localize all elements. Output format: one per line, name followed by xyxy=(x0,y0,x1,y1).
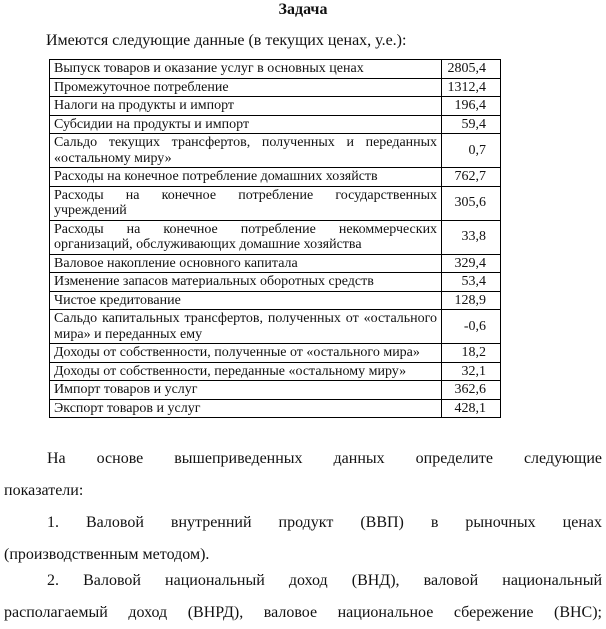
row-value: 1312,4 xyxy=(442,78,501,97)
table-row xyxy=(50,220,501,254)
row-label: Налоги на продукты и импорт xyxy=(50,97,442,116)
table-row xyxy=(50,310,501,344)
row-label: Изменение запасов материальных оборотных средств xyxy=(50,273,442,292)
table-row xyxy=(50,78,501,97)
task-title: Задача xyxy=(278,1,328,18)
intro-text: Имеются следующие данные (в текущих ценах, у.е.): xyxy=(46,32,407,49)
paragraph-line: (производственным методом). xyxy=(4,546,210,563)
table-row xyxy=(50,186,501,220)
paragraph-line: располагаемый доход (ВНРД), валовое национальное сбережение (ВНС); xyxy=(4,604,602,621)
row-value: 53,4 xyxy=(442,273,501,292)
table-row xyxy=(50,291,501,310)
row-value: 762,7 xyxy=(442,168,501,187)
paragraph-line: 2. Валовой национальный доход (ВНД), валовой национальный xyxy=(47,572,602,589)
table-row xyxy=(50,362,501,381)
row-label: Чистое кредитование xyxy=(50,291,442,310)
table-row xyxy=(50,115,501,134)
task-item-2 xyxy=(4,565,602,629)
table-row xyxy=(50,399,501,418)
task-item-1 xyxy=(4,507,602,571)
instructions-paragraph xyxy=(4,443,602,507)
table-row xyxy=(50,97,501,116)
paragraph-line: На основе вышеприведенных данных определите следующие xyxy=(47,450,602,467)
table-row xyxy=(50,134,501,168)
table-row xyxy=(50,254,501,273)
row-label: Доходы от собственности, переданные «остальному миру» xyxy=(50,362,442,381)
row-label: Выпуск товаров и оказание услуг в основных ценах xyxy=(50,60,442,79)
row-value: 32,1 xyxy=(442,362,501,381)
table-row xyxy=(50,273,501,292)
row-label: Расходы на конечное потребление некоммерческих организаций, обслуживающих домашние хозяйства xyxy=(50,220,442,254)
row-value: 0,7 xyxy=(442,134,501,168)
row-value: 196,4 xyxy=(442,97,501,116)
row-label: Расходы на конечное потребление государственных учреждений xyxy=(50,186,442,220)
row-value: 329,4 xyxy=(442,254,501,273)
row-label: Расходы на конечное потребление домашних хозяйств xyxy=(50,168,442,187)
table-row xyxy=(50,60,501,79)
row-label: Экспорт товаров и услуг xyxy=(50,399,442,418)
row-label: Валовое накопление основного капитала xyxy=(50,254,442,273)
data-table xyxy=(49,59,501,418)
row-value: 59,4 xyxy=(442,115,501,134)
table-row xyxy=(50,381,501,400)
row-value: 305,6 xyxy=(442,186,501,220)
row-value: 2805,4 xyxy=(442,60,501,79)
row-label: Сальдо капитальных трансфертов, полученных от «остального мира» и переданных ему xyxy=(50,310,442,344)
row-label: Доходы от собственности, полученные от «остального мира» xyxy=(50,344,442,363)
paragraph-line: показатели: xyxy=(4,482,84,499)
table-row xyxy=(50,168,501,187)
row-value: -0,6 xyxy=(442,310,501,344)
row-value: 362,6 xyxy=(442,381,501,400)
row-label: Сальдо текущих трансфертов, полученных и переданных «остальному миру» xyxy=(50,134,442,168)
row-value: 128,9 xyxy=(442,291,501,310)
table-row xyxy=(50,344,501,363)
row-value: 18,2 xyxy=(442,344,501,363)
row-label: Импорт товаров и услуг xyxy=(50,381,442,400)
row-value: 428,1 xyxy=(442,399,501,418)
row-label: Промежуточное потребление xyxy=(50,78,442,97)
paragraph-line: 1. Валовой внутренний продукт (ВВП) в рыночных ценах xyxy=(47,514,602,531)
row-label: Субсидии на продукты и импорт xyxy=(50,115,442,134)
row-value: 33,8 xyxy=(442,220,501,254)
